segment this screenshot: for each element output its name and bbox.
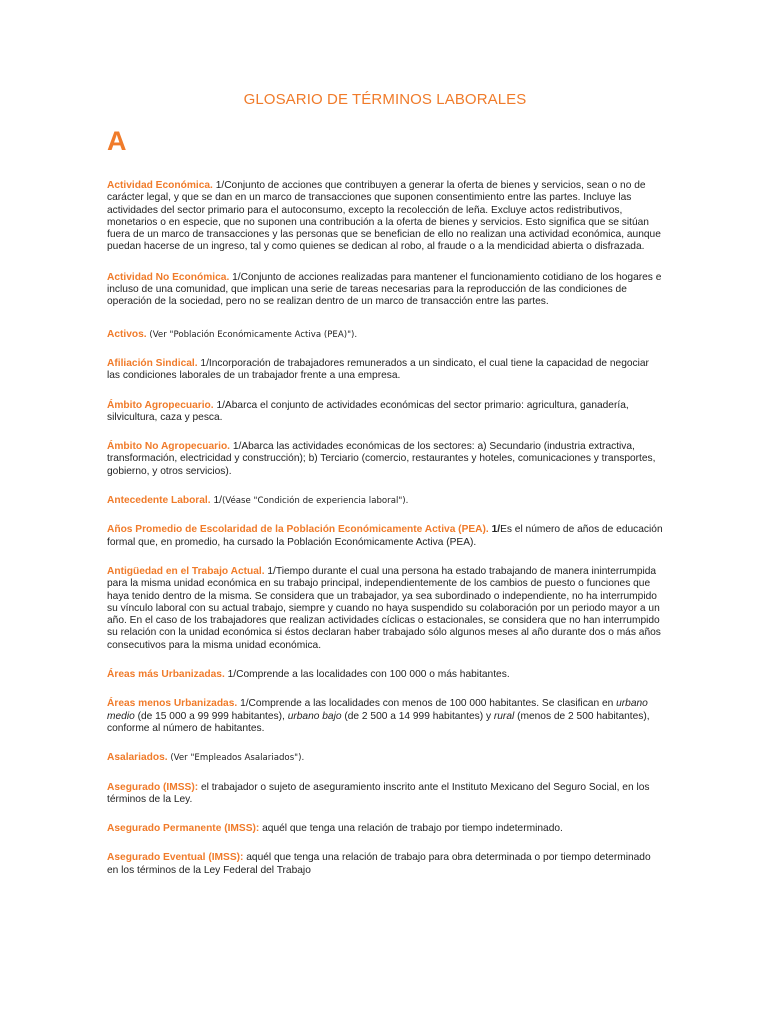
entry-definition: 1/Conjunto de acciones realizadas para mantener el funcionamiento cotidiano de los hogares e incluso de una comunidad, que implican una serie de tareas necesarias para la reproducción de las condiciones de operación de la sociedad, pero no se realizan dentro de un marco de transacción entre las partes. <box>107 271 662 308</box>
entry-definition: aquél que tenga una relación de trabajo por tiempo indeterminado. <box>259 823 563 835</box>
entry-term: Activos. <box>107 328 147 340</box>
glossary-entry <box>107 566 663 652</box>
entry-term: Asegurado (IMSS): <box>107 781 199 793</box>
entry-term: Actividad Económica. <box>107 180 213 191</box>
entry-definition: 1/Tiempo durante el cual una persona ha estado trabajando de manera ininterrumpida para la misma unidad económica en su trabajo principal, independientemente de los cambios de puesto o funciones que haya tenido dentro de la misma. Se considera que un trabajador, ya sea subordinado o independiente, no ha interrumpido su vínculo laboral con su actual trabajo, siempre y cuando no haya suspendido su colaboración por un periodo mayor a un año. En el caso de los trabajadores que realizan actividades cíclicas o estacionales, se considera que no han interrumpido su relación con la unidad económica si éstos declaran haber trabajado sólo algunos meses al año durante dos o más años consecutivos para la misma unidad económica. <box>107 565 661 651</box>
entry-emphasis: urbano medio <box>107 698 648 722</box>
glossary-entry <box>107 180 663 254</box>
entry-definition: (de 2 500 a 14 999 habitantes) y <box>341 710 494 722</box>
entry-definition: 1/Conjunto de acciones que contribuyen a generar la oferta de bienes y servicios, sean o no de carácter legal, y que se dan en un marco de transacciones que suponen consentimiento entre las partes. Incluye las actividades del sector primario para el autoconsumo, excepto la recolección de leña. Excluye actos redistributivos, monetarios o en especie, que no suponen una contribución a la oferta de bienes y servicios. Esto significa que se sitúan fuera de un marco de transacciones y las personas que se benefician de ello no realizan una actividad económica, aunque puedan hacerse de un ingreso, tal y como quienes se dedican al robo, al fraude o a la mendicidad abierta o disfrazada. <box>107 180 661 253</box>
entry-definition: el trabajador o sujeto de aseguramiento inscrito ante el Instituto Mexicano del Seguro Social, en los términos de la Ley. <box>107 781 650 805</box>
entry-definition: 1/Abarca el conjunto de actividades económicas del sector primario: agricultura, ganadería, silvicultura, caza y pesca. <box>107 399 629 423</box>
document-title: GLOSARIO DE TÉRMINOS LABORALES <box>243 91 527 108</box>
glossary-entry <box>107 495 663 507</box>
entry-definition: Es el número de años de educación formal que, en promedio, ha cursado la Población Económicamente Activa (PEA). <box>107 524 663 548</box>
glossary-entry <box>107 782 663 807</box>
entry-term: Áreas más Urbanizadas. <box>107 669 225 681</box>
entry-term: Actividad No Económica. <box>107 271 230 283</box>
entry-definition: 1/ <box>210 495 222 507</box>
entry-reference: (Véase "Condición de experiencia laboral"). <box>221 496 409 507</box>
entry-term: Antigüedad en el Trabajo Actual. <box>107 565 265 577</box>
entry-term: Asegurado Eventual (IMSS): <box>107 852 244 864</box>
glossary-entry <box>107 524 663 549</box>
entry-term: Asalariados. <box>107 752 168 764</box>
entry-definition: (de 15 000 a 99 999 habitantes), <box>134 710 288 722</box>
entry-term: Años Promedio de Escolaridad de la Población Económicamente Activa (PEA). <box>107 524 489 536</box>
glossary-entry <box>107 852 663 877</box>
glossary-entries <box>107 180 663 877</box>
glossary-entry <box>107 441 663 478</box>
entry-term: Afiliación Sindical. <box>107 357 198 369</box>
entry-footnote-marker: 1/ <box>488 524 501 536</box>
glossary-entry <box>107 669 663 681</box>
entry-emphasis: urbano bajo <box>287 710 342 722</box>
entry-reference: (Ver "Población Económicamente Activa (PEA)"). <box>146 329 358 340</box>
entry-definition: 1/Comprende a las localidades con 100 000 o más habitantes. <box>224 669 510 681</box>
entry-reference: (Ver "Empleados Asalariados"). <box>167 753 305 764</box>
entry-definition: 1/Incorporación de trabajadores remunerados a un sindicato, el cual tiene la capacidad de negociar las condiciones laborales de un trabajador frente a una empresa. <box>107 357 649 382</box>
entry-term: Antecedente Laboral. <box>107 495 211 507</box>
entry-term: Asegurado Permanente (IMSS): <box>107 823 260 835</box>
entry-definition: aquél que tenga una relación de trabajo para obra determinada o por tiempo determinado en los términos de la Ley Federal del Trabajo <box>107 852 651 876</box>
glossary-entry <box>107 752 663 764</box>
entry-definition: 1/Comprende a las localidades con menos de 100 000 habitantes. Se clasifican en <box>237 698 617 710</box>
glossary-entry <box>107 358 663 383</box>
glossary-entry <box>107 698 663 735</box>
entry-term: Áreas menos Urbanizadas. <box>107 698 238 710</box>
glossary-entry <box>107 329 663 341</box>
glossary-entry <box>107 823 663 835</box>
entry-definition: 1/Abarca las actividades económicas de los sectores: a) Secundario (industria extractiva, transformación, electricidad y construcción); b) Terciario (comercio, restaurantes y hoteles, comunicaciones y transportes, gobierno, y otros servicios). <box>107 441 656 477</box>
entry-emphasis: rural <box>493 710 515 722</box>
glossary-entry <box>107 400 663 425</box>
section-letter: A <box>107 126 127 156</box>
entry-term: Ámbito Agropecuario. <box>107 399 214 411</box>
glossary-entry <box>107 272 663 309</box>
entry-term: Ámbito No Agropecuario. <box>107 441 231 453</box>
entry-definition: (menos de 2 500 habitantes), conforme al número de habitantes. <box>107 710 650 734</box>
